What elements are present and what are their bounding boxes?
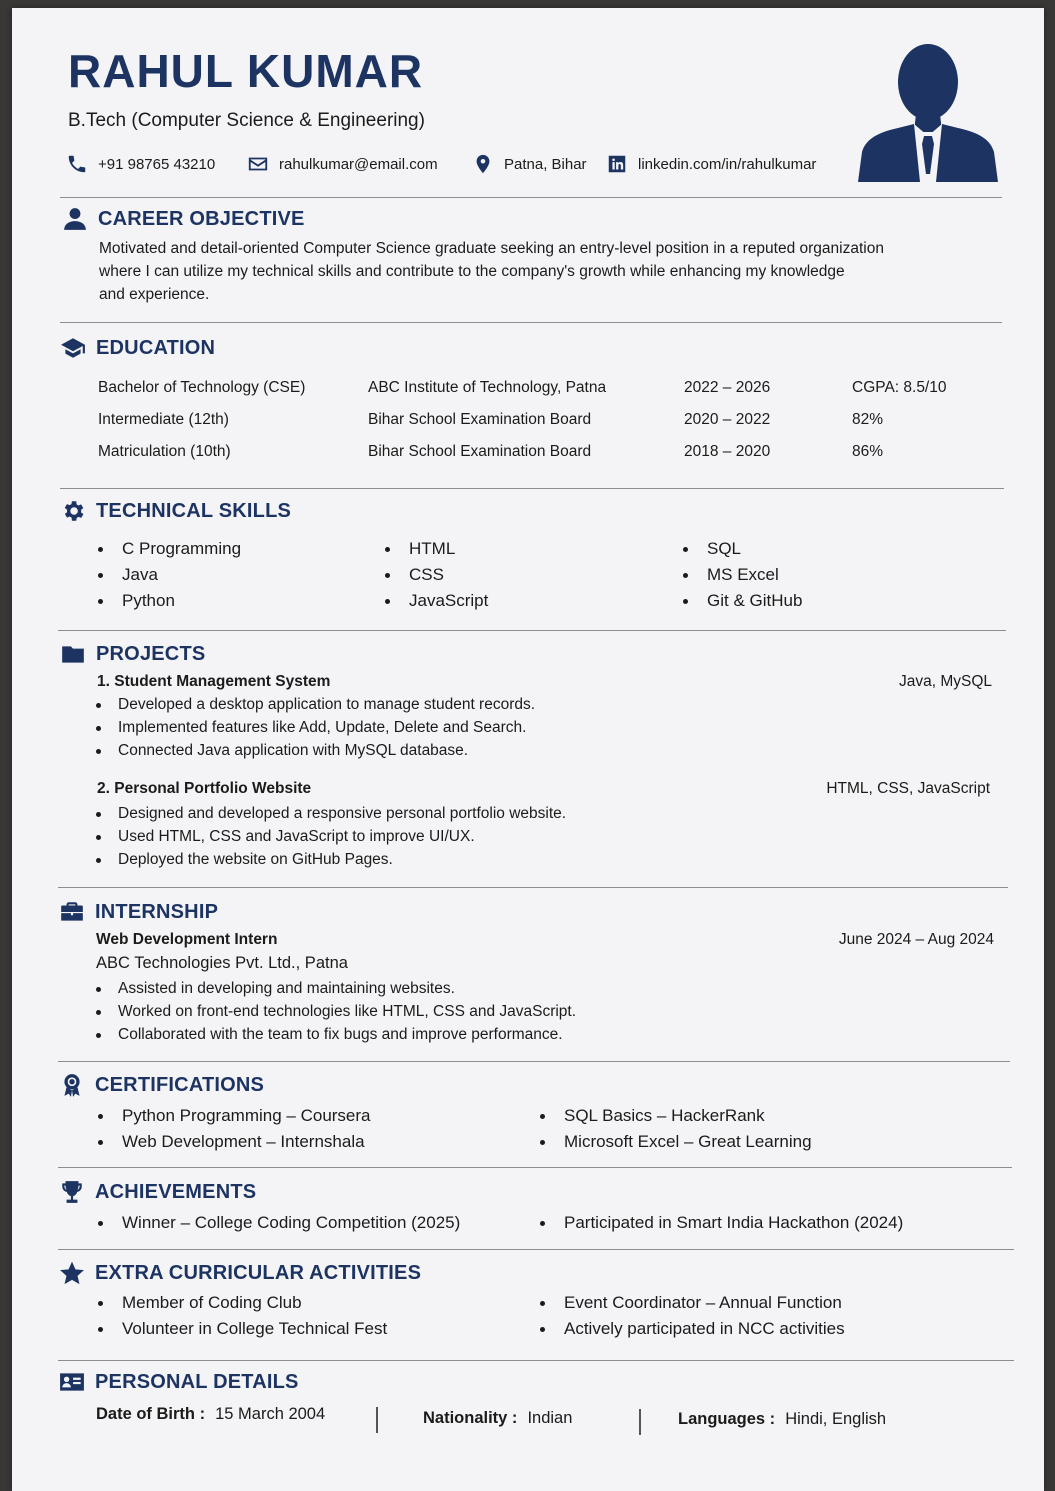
contact-location [472, 153, 587, 175]
linkedin-icon [606, 153, 628, 175]
list-item: Java [98, 562, 241, 588]
list-item: HTML [385, 536, 488, 562]
separator [376, 1407, 378, 1433]
list-item: JavaScript [385, 588, 488, 614]
education-row: Intermediate (12th) Bihar School Examination Board 2020 – 2022 82% [98, 411, 884, 428]
languages-label: Languages : [678, 1410, 776, 1428]
project-points [96, 693, 535, 762]
section-title-achievements: ACHIEVEMENTS [59, 1179, 256, 1205]
list-item: Python [98, 588, 241, 614]
gear-icon [60, 498, 86, 524]
email-text: rahulkumar@email.com [279, 155, 438, 173]
contact-email [247, 153, 438, 175]
section-title-certifications: CERTIFICATIONS [59, 1072, 264, 1098]
list-item: SQL [683, 536, 802, 562]
list-item: Deployed the website on GitHub Pages. [96, 848, 566, 871]
section-title-extra-curricular: EXTRA CURRICULAR ACTIVITIES [59, 1260, 421, 1286]
skills-column-3 [683, 536, 802, 614]
phone-icon [66, 153, 88, 175]
achievements-column-1 [98, 1210, 460, 1236]
trophy-icon [59, 1179, 85, 1205]
list-item: Developed a desktop application to manage student records. [96, 693, 535, 716]
list-item: Assisted in developing and maintaining websites. [96, 977, 576, 1000]
list-item: Connected Java application with MySQL database. [96, 739, 535, 762]
skills-column-2 [385, 536, 488, 614]
divider [60, 322, 1002, 323]
list-item: Used HTML, CSS and JavaScript to improve UI/UX. [96, 825, 566, 848]
list-item: Participated in Smart India Hackathon (2024) [540, 1210, 903, 1236]
list-item: Volunteer in College Technical Fest [98, 1316, 387, 1342]
list-item: Event Coordinator – Annual Function [540, 1290, 845, 1316]
section-title-personal-details: PERSONAL DETAILS [59, 1369, 299, 1395]
list-item: Collaborated with the team to fix bugs and improve performance. [96, 1023, 576, 1046]
linkedin-text: linkedin.com/in/rahulkumar [638, 155, 817, 173]
divider [58, 630, 1006, 631]
list-item: Worked on front-end technologies like HTML, CSS and JavaScript. [96, 1000, 576, 1023]
list-item: Implemented features like Add, Update, Delete and Search. [96, 716, 535, 739]
education-row: Matriculation (10th) Bihar School Examination Board 2018 – 2020 86% [98, 443, 884, 460]
list-item: Python Programming – Coursera [98, 1103, 371, 1129]
project-title: 2. Personal Portfolio Website [97, 780, 312, 797]
project-points [96, 802, 566, 871]
career-objective-text: Motivated and detail-oriented Computer Science graduate seeking an entry-level position in a reputed organization where I can utilize my technical skills and contribute to the company's growth while enhancing my knowledge and experience. [99, 240, 884, 303]
section-title-internship: INTERNSHIP [59, 899, 218, 925]
list-item: MS Excel [683, 562, 802, 588]
nationality-label: Nationality : [423, 1409, 518, 1427]
divider [58, 1360, 1014, 1361]
internship-role: Web Development Intern [96, 931, 278, 948]
candidate-name: RAHUL KUMAR [68, 45, 424, 97]
list-item: CSS [385, 562, 488, 588]
internship-dates: June 2024 – Aug 2024 [838, 931, 994, 948]
id-card-icon [59, 1369, 85, 1395]
dob-value: 15 March 2004 [215, 1405, 326, 1423]
list-item: Actively participated in NCC activities [540, 1316, 845, 1342]
separator [639, 1409, 641, 1435]
list-item: Web Development – Internshala [98, 1129, 371, 1155]
project-title: 1. Student Management System [97, 673, 331, 690]
list-item: Git & GitHub [683, 588, 802, 614]
personal-nationality [423, 1409, 572, 1428]
divider [60, 197, 1002, 198]
graduation-cap-icon [60, 335, 86, 361]
nationality-value: Indian [527, 1409, 573, 1427]
award-ribbon-icon [59, 1072, 85, 1098]
location-text: Patna, Bihar [504, 155, 587, 173]
mail-icon [247, 153, 269, 175]
project-tech: Java, MySQL [898, 673, 992, 690]
contact-phone [66, 153, 215, 175]
divider [58, 1249, 1014, 1250]
list-item: Designed and developed a responsive personal portfolio website. [96, 802, 566, 825]
dob-label: Date of Birth : [96, 1405, 206, 1423]
internship-points [96, 977, 576, 1046]
location-pin-icon [472, 153, 494, 175]
achievements-column-2 [540, 1210, 903, 1236]
divider [58, 1167, 1012, 1168]
section-title-projects: PROJECTS [60, 641, 205, 667]
divider [58, 1061, 1010, 1062]
list-item: C Programming [98, 536, 241, 562]
section-title-education: EDUCATION [60, 335, 215, 361]
divider [58, 887, 1008, 888]
contact-linkedin [606, 153, 816, 175]
profile-silhouette-icon [858, 40, 998, 182]
list-item: Winner – College Coding Competition (2025) [98, 1210, 460, 1236]
star-icon [59, 1260, 85, 1286]
list-item: Microsoft Excel – Great Learning [540, 1129, 812, 1155]
personal-dob [96, 1405, 325, 1424]
candidate-degree: B.Tech (Computer Science & Engineering) [68, 110, 425, 131]
list-item: Member of Coding Club [98, 1290, 387, 1316]
skills-column-1 [98, 536, 241, 614]
certifications-column-2 [540, 1103, 812, 1155]
folder-icon [60, 641, 86, 667]
divider [60, 488, 1004, 489]
internship-company: ABC Technologies Pvt. Ltd., Patna [96, 954, 348, 972]
resume-page [12, 8, 1044, 1491]
personal-languages [678, 1410, 886, 1429]
extra-column-2 [540, 1290, 845, 1342]
list-item: SQL Basics – HackerRank [540, 1103, 812, 1129]
certifications-column-1 [98, 1103, 371, 1155]
briefcase-icon [59, 899, 85, 925]
extra-column-1 [98, 1290, 387, 1342]
languages-value: Hindi, English [785, 1410, 887, 1428]
education-row: Bachelor of Technology (CSE) ABC Institute of Technology, Patna 2022 – 2026 CGPA: 8.5/10 [98, 379, 947, 396]
section-title-career-objective: CAREER OBJECTIVE [62, 206, 305, 232]
person-icon [62, 206, 88, 232]
phone-text: +91 98765 43210 [98, 155, 216, 173]
project-tech: HTML, CSS, JavaScript [826, 780, 990, 797]
section-title-technical-skills: TECHNICAL SKILLS [60, 498, 291, 524]
